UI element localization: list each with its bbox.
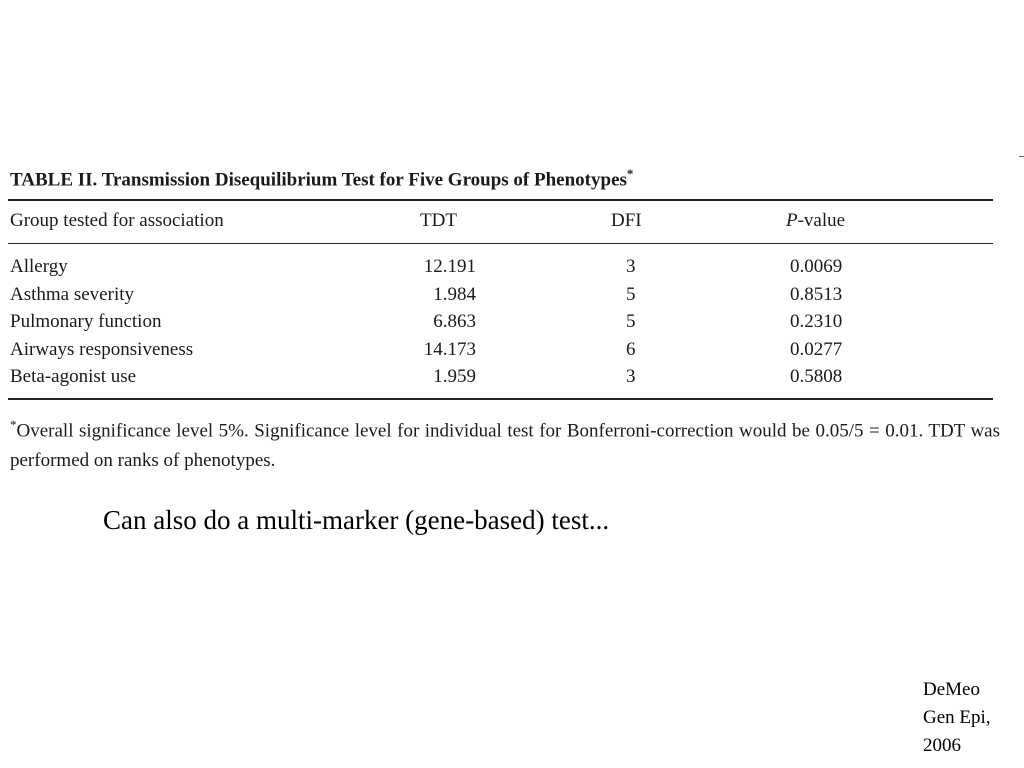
- header-tdt: TDT: [420, 210, 457, 231]
- cell-p-value: 0.5808: [790, 366, 843, 387]
- cell-dfi: 5: [626, 283, 636, 305]
- table-row: [0, 339, 1000, 367]
- table-bottom-rule: [8, 398, 993, 400]
- table-body: [0, 256, 1000, 394]
- citation-author: DeMeo: [923, 679, 980, 700]
- cell-p-value: 0.2310: [790, 311, 843, 332]
- footnote-marker: *: [10, 417, 17, 432]
- cell-dfi: 6: [626, 338, 636, 360]
- cell-group: Beta-agonist use: [10, 366, 137, 387]
- cell-group: Allergy: [10, 256, 68, 277]
- cell-tdt: 6.863: [433, 311, 476, 332]
- header-p-italic: P: [786, 210, 798, 231]
- header-p-rest: -value: [797, 210, 846, 231]
- caption-footnote-marker: *: [626, 166, 634, 181]
- header-group: Group tested for association: [10, 210, 224, 231]
- cell-group: Asthma severity: [10, 283, 135, 305]
- table-top-rule: [8, 199, 993, 201]
- table-row: [0, 256, 1000, 284]
- edge-divider: [1019, 156, 1024, 157]
- header-dfi: DFI: [611, 210, 642, 231]
- cell-dfi: 5: [626, 311, 636, 332]
- cell-group: Pulmonary function: [10, 311, 162, 332]
- table-header-row: [0, 210, 1000, 236]
- citation-year: 2006: [923, 735, 961, 756]
- cell-tdt: 14.173: [423, 338, 476, 360]
- cell-group: Airways responsiveness: [10, 338, 194, 360]
- table-caption-text: TABLE II. Transmission Disequilibrium Test for Five Groups of Phenotypes: [10, 169, 627, 191]
- table-footnote: [10, 410, 1000, 476]
- cell-tdt: 1.984: [433, 283, 476, 305]
- table-row: [0, 366, 1000, 394]
- footnote-text: Overall significance level 5%. Significance level for individual test for Bonferroni-correction would be 0.05/5 = 0.01. TDT was performed on ranks of phenotypes.: [10, 420, 1000, 472]
- slide-subtitle: Can also do a multi-marker (gene-based) test...: [103, 505, 610, 535]
- table-row: [0, 311, 1000, 339]
- cell-dfi: 3: [626, 256, 636, 277]
- cell-tdt: 1.959: [433, 366, 476, 387]
- cell-p-value: 0.0069: [790, 256, 843, 277]
- table-row: [0, 284, 1000, 312]
- citation: [923, 676, 991, 760]
- citation-journal: Gen Epi,: [923, 707, 991, 728]
- table-header-rule: [8, 243, 993, 244]
- header-p-value: [786, 210, 845, 232]
- cell-p-value: 0.0277: [790, 338, 843, 360]
- cell-tdt: 12.191: [423, 256, 476, 277]
- cell-p-value: 0.8513: [790, 283, 843, 305]
- cell-dfi: 3: [626, 366, 636, 387]
- table-caption: [10, 166, 633, 191]
